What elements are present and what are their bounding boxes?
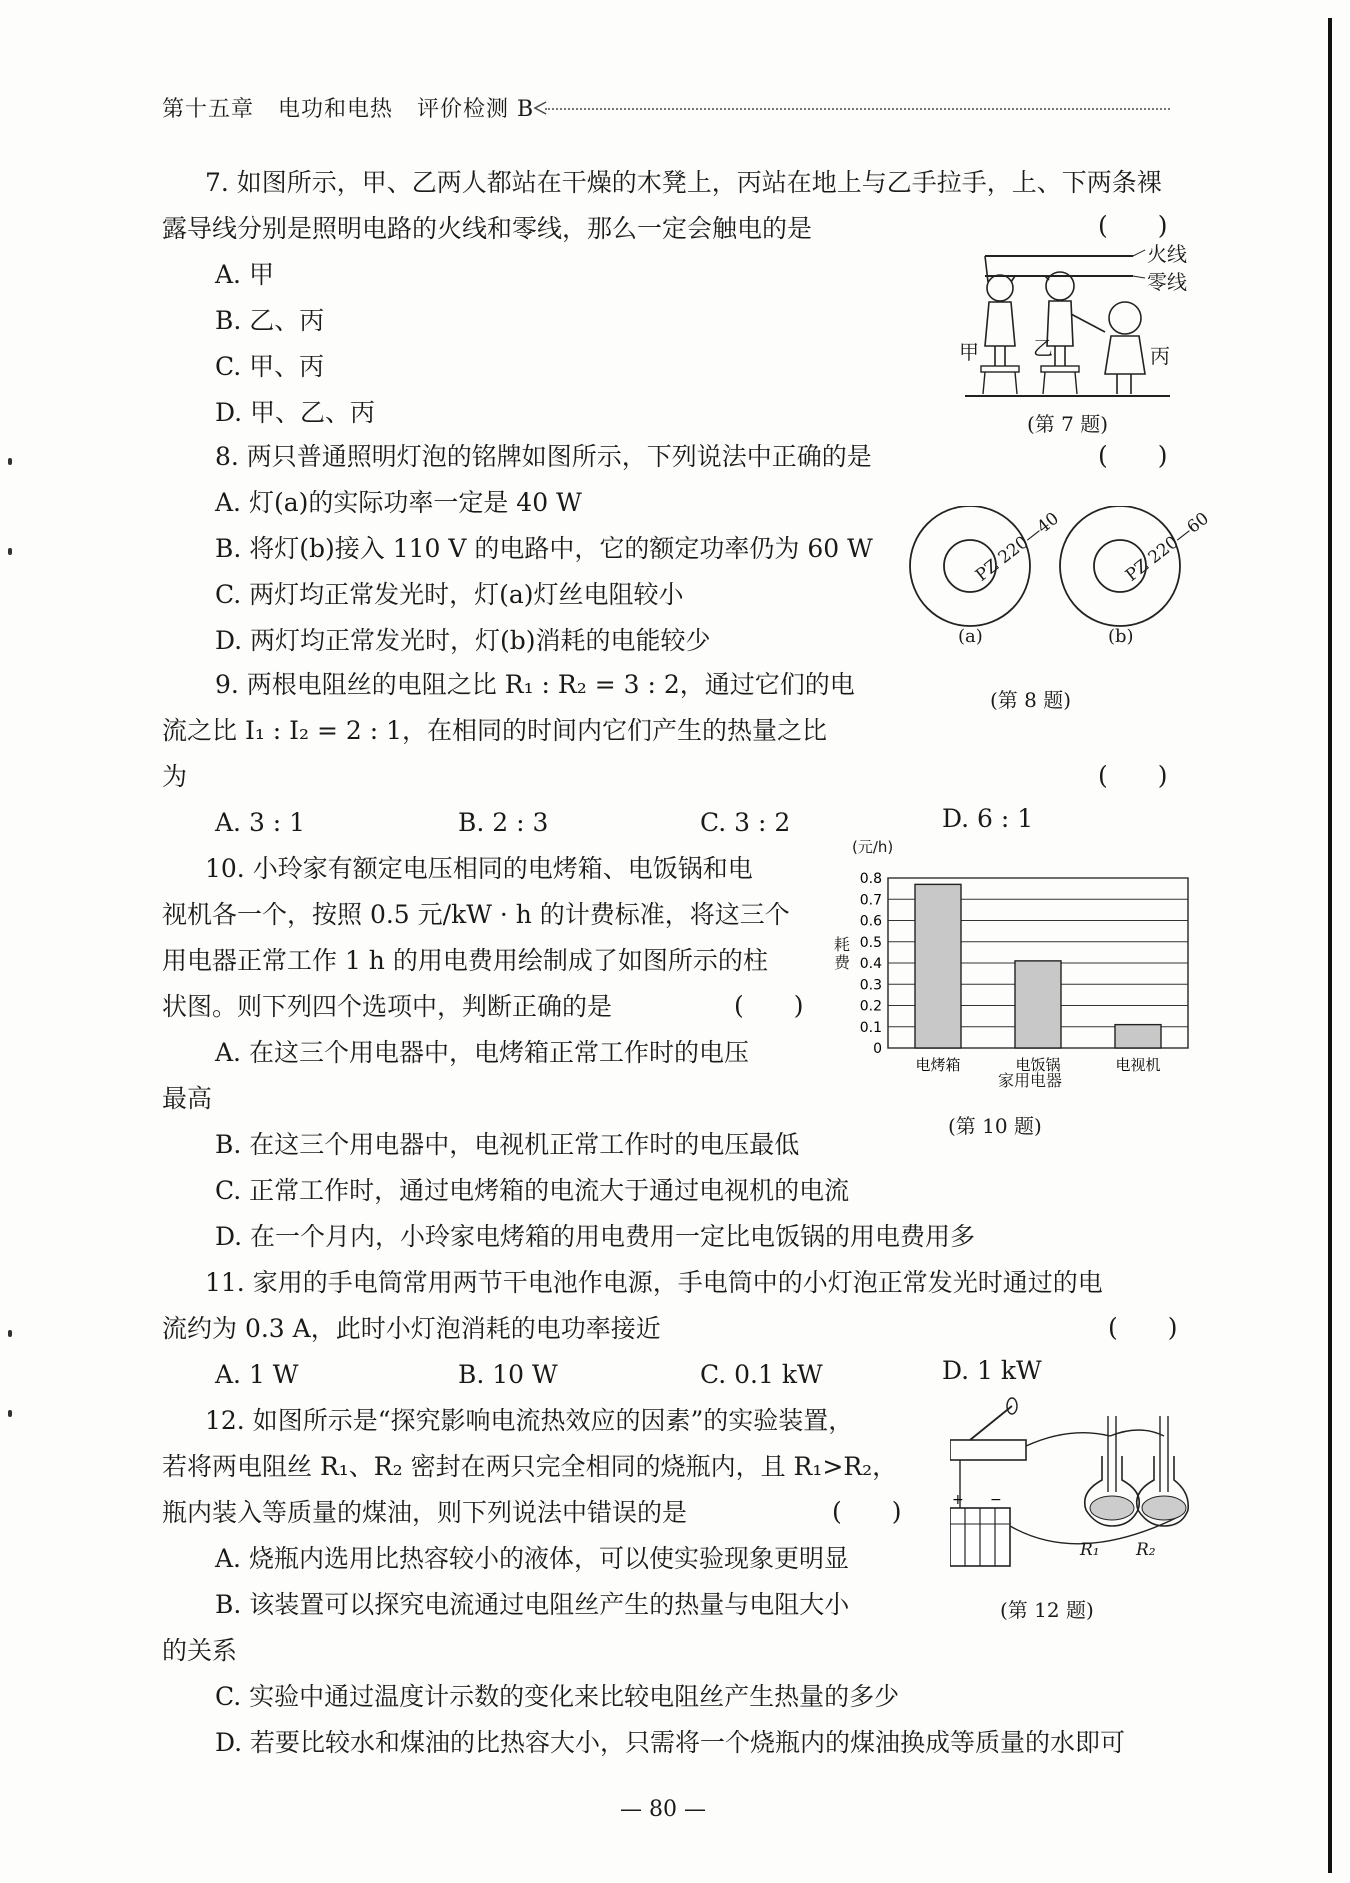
chart-x-category-label: 电烤箱 <box>915 1056 961 1074</box>
chart-y-tick-label: 0.7 <box>859 892 882 909</box>
q11-stem-line1: 11. 家用的手电筒常用两节干电池作电源，手电筒中的小灯泡正常发光时通过的电 <box>205 1268 1103 1297</box>
chart-y-axis-label: 耗费 <box>834 935 851 972</box>
chart-y-tick-label: 0.1 <box>859 1019 882 1036</box>
q12-option-a: A. 烧瓶内选用比热容较小的液体，可以使实验现象更明显 <box>215 1544 849 1573</box>
q8-option-b: B. 将灯(b)接入 110 V 的电路中，它的额定功率仍为 60 W <box>215 534 873 563</box>
q12-caption: (第 12 题) <box>1000 1598 1094 1622</box>
chart-bars <box>915 884 1161 1048</box>
q10-option-d: D. 在一个月内，小玲家电烤箱的用电费用一定比电饭锅的用电费用多 <box>215 1222 976 1251</box>
q11-option-d: D. 1 kW <box>942 1356 1042 1385</box>
q12-stem-line1: 12. 如图所示是“探究影响电流热效应的因素”的实验装置， <box>205 1406 854 1435</box>
chart-y-ticks <box>860 871 882 1057</box>
header-dotted-leader <box>545 108 1170 110</box>
q9-stem-line1: 9. 两根电阻丝的电阻之比 R₁ : R₂ = 3 : 2，通过它们的电 <box>215 670 855 699</box>
q10-option-a-line2: 最高 <box>162 1084 213 1113</box>
scan-mark <box>8 1410 12 1417</box>
q8-label-a: (a) <box>958 626 983 647</box>
q8-lamp-a-rating: PZ 220—40 <box>972 508 1063 586</box>
q10-stem-line1: 10. 小玲家有额定电压相同的电烤箱、电饭锅和电 <box>205 854 753 883</box>
q12-option-c: C. 实验中通过温度计示数的变化来比较电阻丝产生热量的多少 <box>215 1682 900 1711</box>
chart-y-tick-label: 0.3 <box>859 977 882 994</box>
q9-option-b: B. 2 : 3 <box>458 808 549 837</box>
q9-option-d: D. 6 : 1 <box>942 804 1034 833</box>
chart-bar <box>915 884 961 1048</box>
chart-x-category-label: 电视机 <box>1115 1056 1161 1074</box>
header-arrow-icon <box>532 100 548 116</box>
header-section: 评价检测 B <box>417 97 535 122</box>
q9-stem-line3: 为 <box>162 762 188 791</box>
q7-person-b-label: 乙 <box>1033 336 1053 360</box>
q11-option-c: C. 0.1 kW <box>700 1360 823 1389</box>
q12-stem-line2: 若将两电阻丝 R₁、R₂ 密封在两只完全相同的烧瓶内，且 R₁>R₂， <box>162 1452 898 1481</box>
q9-answer-paren: ( ) <box>1098 761 1168 790</box>
svg-text:−: − <box>990 1492 1002 1508</box>
chart-y-tick-label: 0.6 <box>859 913 882 930</box>
q8-option-c: C. 两灯均正常发光时，灯(a)灯丝电阻较小 <box>215 580 684 609</box>
page-edge-rule <box>1328 18 1332 1873</box>
q12-r2-label: R₂ <box>1136 1540 1156 1560</box>
q7-live-wire-label: 火线 <box>1147 242 1187 266</box>
chart-x-axis-label: 家用电器 <box>998 1071 1063 1090</box>
header-title: 电功和电热 <box>278 97 394 122</box>
chart-y-tick-label: 0.2 <box>859 998 882 1015</box>
q10-stem-line4: 状图。则下列四个选项中，判断正确的是 <box>162 992 613 1021</box>
q12-option-b-line1: B. 该装置可以探究电流通过电阻丝产生的热量与电阻大小 <box>215 1590 850 1619</box>
scan-mark <box>8 458 12 465</box>
q9-stem-line2: 流之比 I₁ : I₂ = 2 : 1，在相同的时间内它们产生的热量之比 <box>162 716 828 745</box>
q7-person-c-label: 丙 <box>1150 344 1170 368</box>
scan-mark <box>8 548 12 555</box>
q7-option-b: B. 乙、丙 <box>215 306 325 335</box>
q12-r1-label: R₁ <box>1080 1540 1100 1560</box>
q10-figure <box>828 838 1208 1138</box>
q8-option-a: A. 灯(a)的实际功率一定是 40 W <box>215 488 582 517</box>
q7-figure <box>955 236 1185 436</box>
q11-stem-line2: 流约为 0.3 A，此时小灯泡消耗的电功率接近 <box>162 1314 661 1343</box>
q10-stem-line2: 视机各一个，按照 0.5 元/kW · h 的计费标准，将这三个 <box>162 900 790 929</box>
q12-figure <box>950 1396 1190 1626</box>
q12-answer-paren: ( ) <box>832 1497 902 1526</box>
q12-option-b-line2: 的关系 <box>162 1636 238 1665</box>
svg-text:+: + <box>952 1492 964 1508</box>
q7-option-a: A. 甲 <box>215 260 274 289</box>
chart-y-tick-label: 0.5 <box>859 934 882 951</box>
q7-option-c: C. 甲、丙 <box>215 352 325 381</box>
q8-answer-paren: ( ) <box>1098 441 1168 470</box>
q10-option-a-line1: A. 在这三个用电器中，电烤箱正常工作时的电压 <box>215 1038 749 1067</box>
q7-option-d: D. 甲、乙、丙 <box>215 398 376 427</box>
q7-neutral-wire-label: 零线 <box>1147 270 1187 294</box>
q10-stem-line3: 用电器正常工作 1 h 的用电费用绘制成了如图所示的柱 <box>162 946 768 975</box>
chart-y-tick-label: 0.8 <box>859 871 882 887</box>
page-number: — 80 — <box>620 1797 706 1822</box>
q8-option-d: D. 两灯均正常发光时，灯(b)消耗的电能较少 <box>215 626 711 655</box>
q8-label-b: (b) <box>1108 626 1134 647</box>
q10-option-c: C. 正常工作时，通过电烤箱的电流大于通过电视机的电流 <box>215 1176 850 1205</box>
chart-x-category-label: 电饭锅 <box>1015 1056 1061 1074</box>
chart-y-tick-label: 0.4 <box>859 956 882 972</box>
q7-stem-line2: 露导线分别是照明电路的火线和零线，那么一定会触电的是 <box>162 214 813 243</box>
chart-bar <box>1115 1025 1161 1048</box>
running-header <box>162 92 534 123</box>
q12-option-d: D. 若要比较水和煤油的比热容大小，只需将一个烧瓶内的煤油换成等质量的水即可 <box>215 1728 1126 1757</box>
header-chapter: 第十五章 <box>162 97 255 122</box>
q11-option-b: B. 10 W <box>458 1360 558 1389</box>
q10-bar-chart <box>828 838 1208 1088</box>
chart-y-tick-label: 0 <box>873 1041 882 1057</box>
q10-caption: (第 10 题) <box>948 1114 1042 1138</box>
scan-mark <box>8 1330 12 1337</box>
q9-option-c: C. 3 : 2 <box>700 808 791 837</box>
q7-person-a-label: 甲 <box>959 340 979 364</box>
q12-stem-line3: 瓶内装入等质量的煤油，则下列说法中错误的是 <box>162 1498 688 1527</box>
q11-answer-paren: ( ) <box>1108 1313 1178 1342</box>
q11-option-a: A. 1 W <box>215 1360 299 1389</box>
chart-unit-label: (元/h) <box>852 838 894 856</box>
q7-answer-paren: ( ) <box>1098 211 1168 240</box>
q10-answer-paren: ( ) <box>734 991 804 1020</box>
chart-bar <box>1015 961 1061 1048</box>
q8-lamp-b-rating: PZ 220—60 <box>1122 508 1213 586</box>
q9-option-a: A. 3 : 1 <box>215 808 306 837</box>
q8-caption: (第 8 题) <box>990 688 1072 712</box>
q10-option-b: B. 在这三个用电器中，电视机正常工作时的电压最低 <box>215 1130 800 1159</box>
q8-figure <box>908 506 1213 716</box>
q7-stem-line1: 7. 如图所示，甲、乙两人都站在干燥的木凳上，丙站在地上与乙手拉手，上、下两条裸 <box>205 168 1162 197</box>
q7-caption: (第 7 题) <box>1027 412 1109 436</box>
q8-stem: 8. 两只普通照明灯泡的铭牌如图所示，下列说法中正确的是 <box>215 442 872 471</box>
